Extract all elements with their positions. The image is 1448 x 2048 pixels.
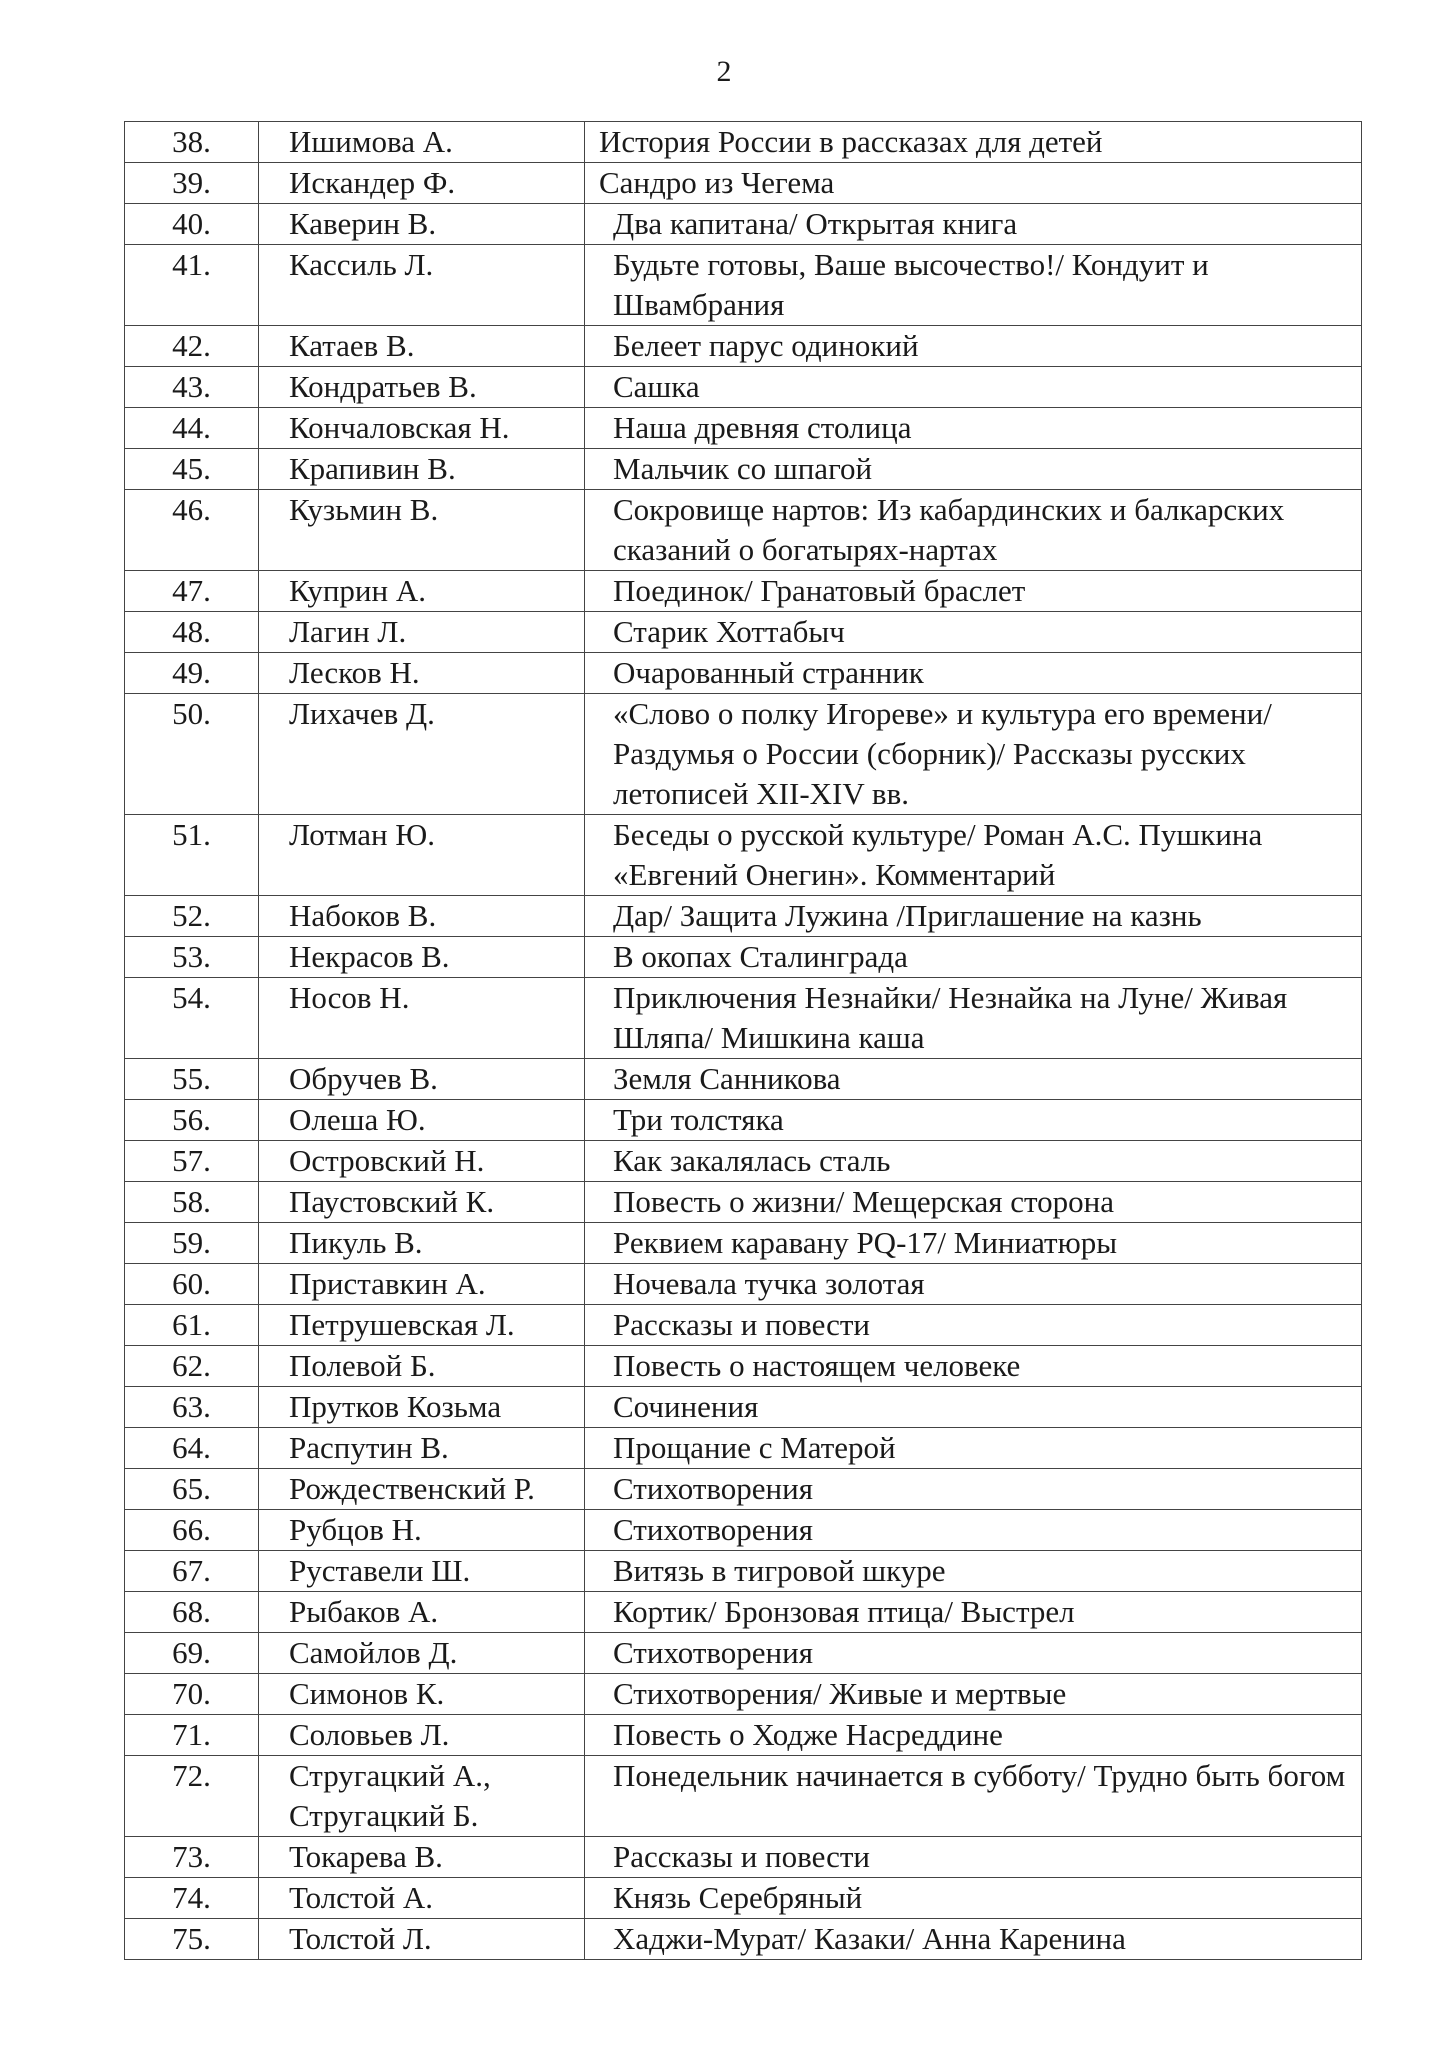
title-cell: Ночевала тучка золотая <box>585 1264 1362 1305</box>
table-row <box>125 612 1362 653</box>
title-cell: Старик Хоттабыч <box>585 612 1362 653</box>
row-number: 61. <box>125 1305 259 1346</box>
title-cell: Рассказы и повести <box>585 1837 1362 1878</box>
row-number: 65. <box>125 1469 259 1510</box>
row-number: 39. <box>125 163 259 204</box>
title-cell: Как закалялась сталь <box>585 1141 1362 1182</box>
table-row <box>125 1100 1362 1141</box>
author-cell: Симонов К. <box>259 1674 585 1715</box>
title-cell: Дар/ Защита Лужина /Приглашение на казнь <box>585 896 1362 937</box>
table-row <box>125 1223 1362 1264</box>
table-row <box>125 1387 1362 1428</box>
title-cell: Беседы о русской культуре/ Роман А.С. Пушкина «Евгений Онегин». Комментарий <box>585 815 1362 896</box>
table-row <box>125 978 1362 1059</box>
table-row <box>125 1551 1362 1592</box>
author-cell: Каверин В. <box>259 204 585 245</box>
author-cell: Носов Н. <box>259 978 585 1059</box>
author-cell: Лотман Ю. <box>259 815 585 896</box>
table-row <box>125 1592 1362 1633</box>
table-row <box>125 122 1362 163</box>
author-cell: Пикуль В. <box>259 1223 585 1264</box>
row-number: 50. <box>125 694 259 815</box>
title-cell: В окопах Сталинграда <box>585 937 1362 978</box>
author-cell: Приставкин А. <box>259 1264 585 1305</box>
title-cell: Сашка <box>585 367 1362 408</box>
row-number: 57. <box>125 1141 259 1182</box>
table-row <box>125 1510 1362 1551</box>
author-cell: Искандер Ф. <box>259 163 585 204</box>
row-number: 48. <box>125 612 259 653</box>
title-cell: Рассказы и повести <box>585 1305 1362 1346</box>
author-cell: Рыбаков А. <box>259 1592 585 1633</box>
author-cell: Олеша Ю. <box>259 1100 585 1141</box>
row-number: 55. <box>125 1059 259 1100</box>
table-row <box>125 1141 1362 1182</box>
title-cell: Приключения Незнайки/ Незнайка на Луне/ Живая Шляпа/ Мишкина каша <box>585 978 1362 1059</box>
title-cell: Сочинения <box>585 1387 1362 1428</box>
table-row <box>125 1756 1362 1837</box>
row-number: 38. <box>125 122 259 163</box>
title-cell: Стихотворения/ Живые и мертвые <box>585 1674 1362 1715</box>
title-cell: Сандро из Чегема <box>585 163 1362 204</box>
row-number: 54. <box>125 978 259 1059</box>
author-cell: Рождественский Р. <box>259 1469 585 1510</box>
author-cell: Островский Н. <box>259 1141 585 1182</box>
table-row <box>125 1182 1362 1223</box>
title-cell: Стихотворения <box>585 1633 1362 1674</box>
row-number: 62. <box>125 1346 259 1387</box>
row-number: 69. <box>125 1633 259 1674</box>
table-row <box>125 1878 1362 1919</box>
row-number: 70. <box>125 1674 259 1715</box>
row-number: 53. <box>125 937 259 978</box>
author-cell: Толстой А. <box>259 1878 585 1919</box>
author-cell: Распутин В. <box>259 1428 585 1469</box>
page-number: 2 <box>716 55 732 88</box>
author-cell: Катаев В. <box>259 326 585 367</box>
row-number: 41. <box>125 245 259 326</box>
title-cell: Сокровище нартов: Из кабардинских и балкарских сказаний о богатырях-нартах <box>585 490 1362 571</box>
table-row <box>125 1837 1362 1878</box>
author-cell: Кузьмин В. <box>259 490 585 571</box>
row-number: 43. <box>125 367 259 408</box>
table-row <box>125 1305 1362 1346</box>
title-cell: «Слово о полку Игореве» и культура его времени/ Раздумья о России (сборник)/ Рассказы русских летописей XII-XIV вв. <box>585 694 1362 815</box>
table-row <box>125 694 1362 815</box>
table-row <box>125 1264 1362 1305</box>
row-number: 40. <box>125 204 259 245</box>
author-cell: Рубцов Н. <box>259 1510 585 1551</box>
table-row <box>125 1469 1362 1510</box>
table-row <box>125 163 1362 204</box>
author-cell: Стругацкий А., Стругацкий Б. <box>259 1756 585 1837</box>
table-row <box>125 1633 1362 1674</box>
author-cell: Прутков Козьма <box>259 1387 585 1428</box>
title-cell: Два капитана/ Открытая книга <box>585 204 1362 245</box>
row-number: 45. <box>125 449 259 490</box>
table-row <box>125 896 1362 937</box>
author-cell: Крапивин В. <box>259 449 585 490</box>
title-cell: Белеет парус одинокий <box>585 326 1362 367</box>
title-cell: Три толстяка <box>585 1100 1362 1141</box>
table-row <box>125 1715 1362 1756</box>
row-number: 59. <box>125 1223 259 1264</box>
table-row <box>125 408 1362 449</box>
table-row <box>125 653 1362 694</box>
author-cell: Куприн А. <box>259 571 585 612</box>
title-cell: Повесть о Ходже Насреддине <box>585 1715 1362 1756</box>
title-cell: Очарованный странник <box>585 653 1362 694</box>
row-number: 56. <box>125 1100 259 1141</box>
title-cell: Мальчик со шпагой <box>585 449 1362 490</box>
title-cell: История России в рассказах для детей <box>585 122 1362 163</box>
row-number: 44. <box>125 408 259 449</box>
table-row <box>125 571 1362 612</box>
author-cell: Лихачев Д. <box>259 694 585 815</box>
table-row <box>125 1428 1362 1469</box>
author-cell: Токарева В. <box>259 1837 585 1878</box>
row-number: 74. <box>125 1878 259 1919</box>
title-cell: Князь Серебряный <box>585 1878 1362 1919</box>
title-cell: Повесть о настоящем человеке <box>585 1346 1362 1387</box>
title-cell: Стихотворения <box>585 1469 1362 1510</box>
author-cell: Толстой Л. <box>259 1919 585 1960</box>
row-number: 73. <box>125 1837 259 1878</box>
row-number: 66. <box>125 1510 259 1551</box>
title-cell: Реквием каравану PQ-17/ Миниатюры <box>585 1223 1362 1264</box>
title-cell: Повесть о жизни/ Мещерская сторона <box>585 1182 1362 1223</box>
table-row <box>125 1346 1362 1387</box>
author-cell: Ишимова А. <box>259 122 585 163</box>
row-number: 60. <box>125 1264 259 1305</box>
row-number: 75. <box>125 1919 259 1960</box>
title-cell: Прощание с Матерой <box>585 1428 1362 1469</box>
table-body <box>125 122 1362 1960</box>
title-cell: Хаджи-Мурат/ Казаки/ Анна Каренина <box>585 1919 1362 1960</box>
row-number: 71. <box>125 1715 259 1756</box>
book-list-table <box>124 121 1362 1960</box>
table-row <box>125 937 1362 978</box>
row-number: 58. <box>125 1182 259 1223</box>
title-cell: Витязь в тигровой шкуре <box>585 1551 1362 1592</box>
title-cell: Земля Санникова <box>585 1059 1362 1100</box>
title-cell: Кортик/ Бронзовая птица/ Выстрел <box>585 1592 1362 1633</box>
table-row <box>125 449 1362 490</box>
table-row <box>125 1674 1362 1715</box>
row-number: 49. <box>125 653 259 694</box>
title-cell: Поединок/ Гранатовый браслет <box>585 571 1362 612</box>
author-cell: Лесков Н. <box>259 653 585 694</box>
author-cell: Полевой Б. <box>259 1346 585 1387</box>
author-cell: Некрасов В. <box>259 937 585 978</box>
row-number: 47. <box>125 571 259 612</box>
row-number: 72. <box>125 1756 259 1837</box>
author-cell: Кончаловская Н. <box>259 408 585 449</box>
author-cell: Кондратьев В. <box>259 367 585 408</box>
author-cell: Самойлов Д. <box>259 1633 585 1674</box>
table-row <box>125 1059 1362 1100</box>
table-row <box>125 204 1362 245</box>
row-number: 52. <box>125 896 259 937</box>
table-row <box>125 1919 1362 1960</box>
row-number: 51. <box>125 815 259 896</box>
table-row <box>125 815 1362 896</box>
author-cell: Паустовский К. <box>259 1182 585 1223</box>
table-row <box>125 245 1362 326</box>
title-cell: Понедельник начинается в субботу/ Трудно быть богом <box>585 1756 1362 1837</box>
row-number: 68. <box>125 1592 259 1633</box>
author-cell: Петрушевская Л. <box>259 1305 585 1346</box>
row-number: 67. <box>125 1551 259 1592</box>
title-cell: Наша древняя столица <box>585 408 1362 449</box>
author-cell: Кассиль Л. <box>259 245 585 326</box>
row-number: 46. <box>125 490 259 571</box>
table-row <box>125 326 1362 367</box>
title-cell: Стихотворения <box>585 1510 1362 1551</box>
author-cell: Лагин Л. <box>259 612 585 653</box>
row-number: 64. <box>125 1428 259 1469</box>
author-cell: Соловьев Л. <box>259 1715 585 1756</box>
table-row <box>125 367 1362 408</box>
author-cell: Обручев В. <box>259 1059 585 1100</box>
title-cell: Будьте готовы, Ваше высочество!/ Кондуит и Швамбрания <box>585 245 1362 326</box>
row-number: 63. <box>125 1387 259 1428</box>
author-cell: Руставели Ш. <box>259 1551 585 1592</box>
author-cell: Набоков В. <box>259 896 585 937</box>
row-number: 42. <box>125 326 259 367</box>
table-row <box>125 490 1362 571</box>
